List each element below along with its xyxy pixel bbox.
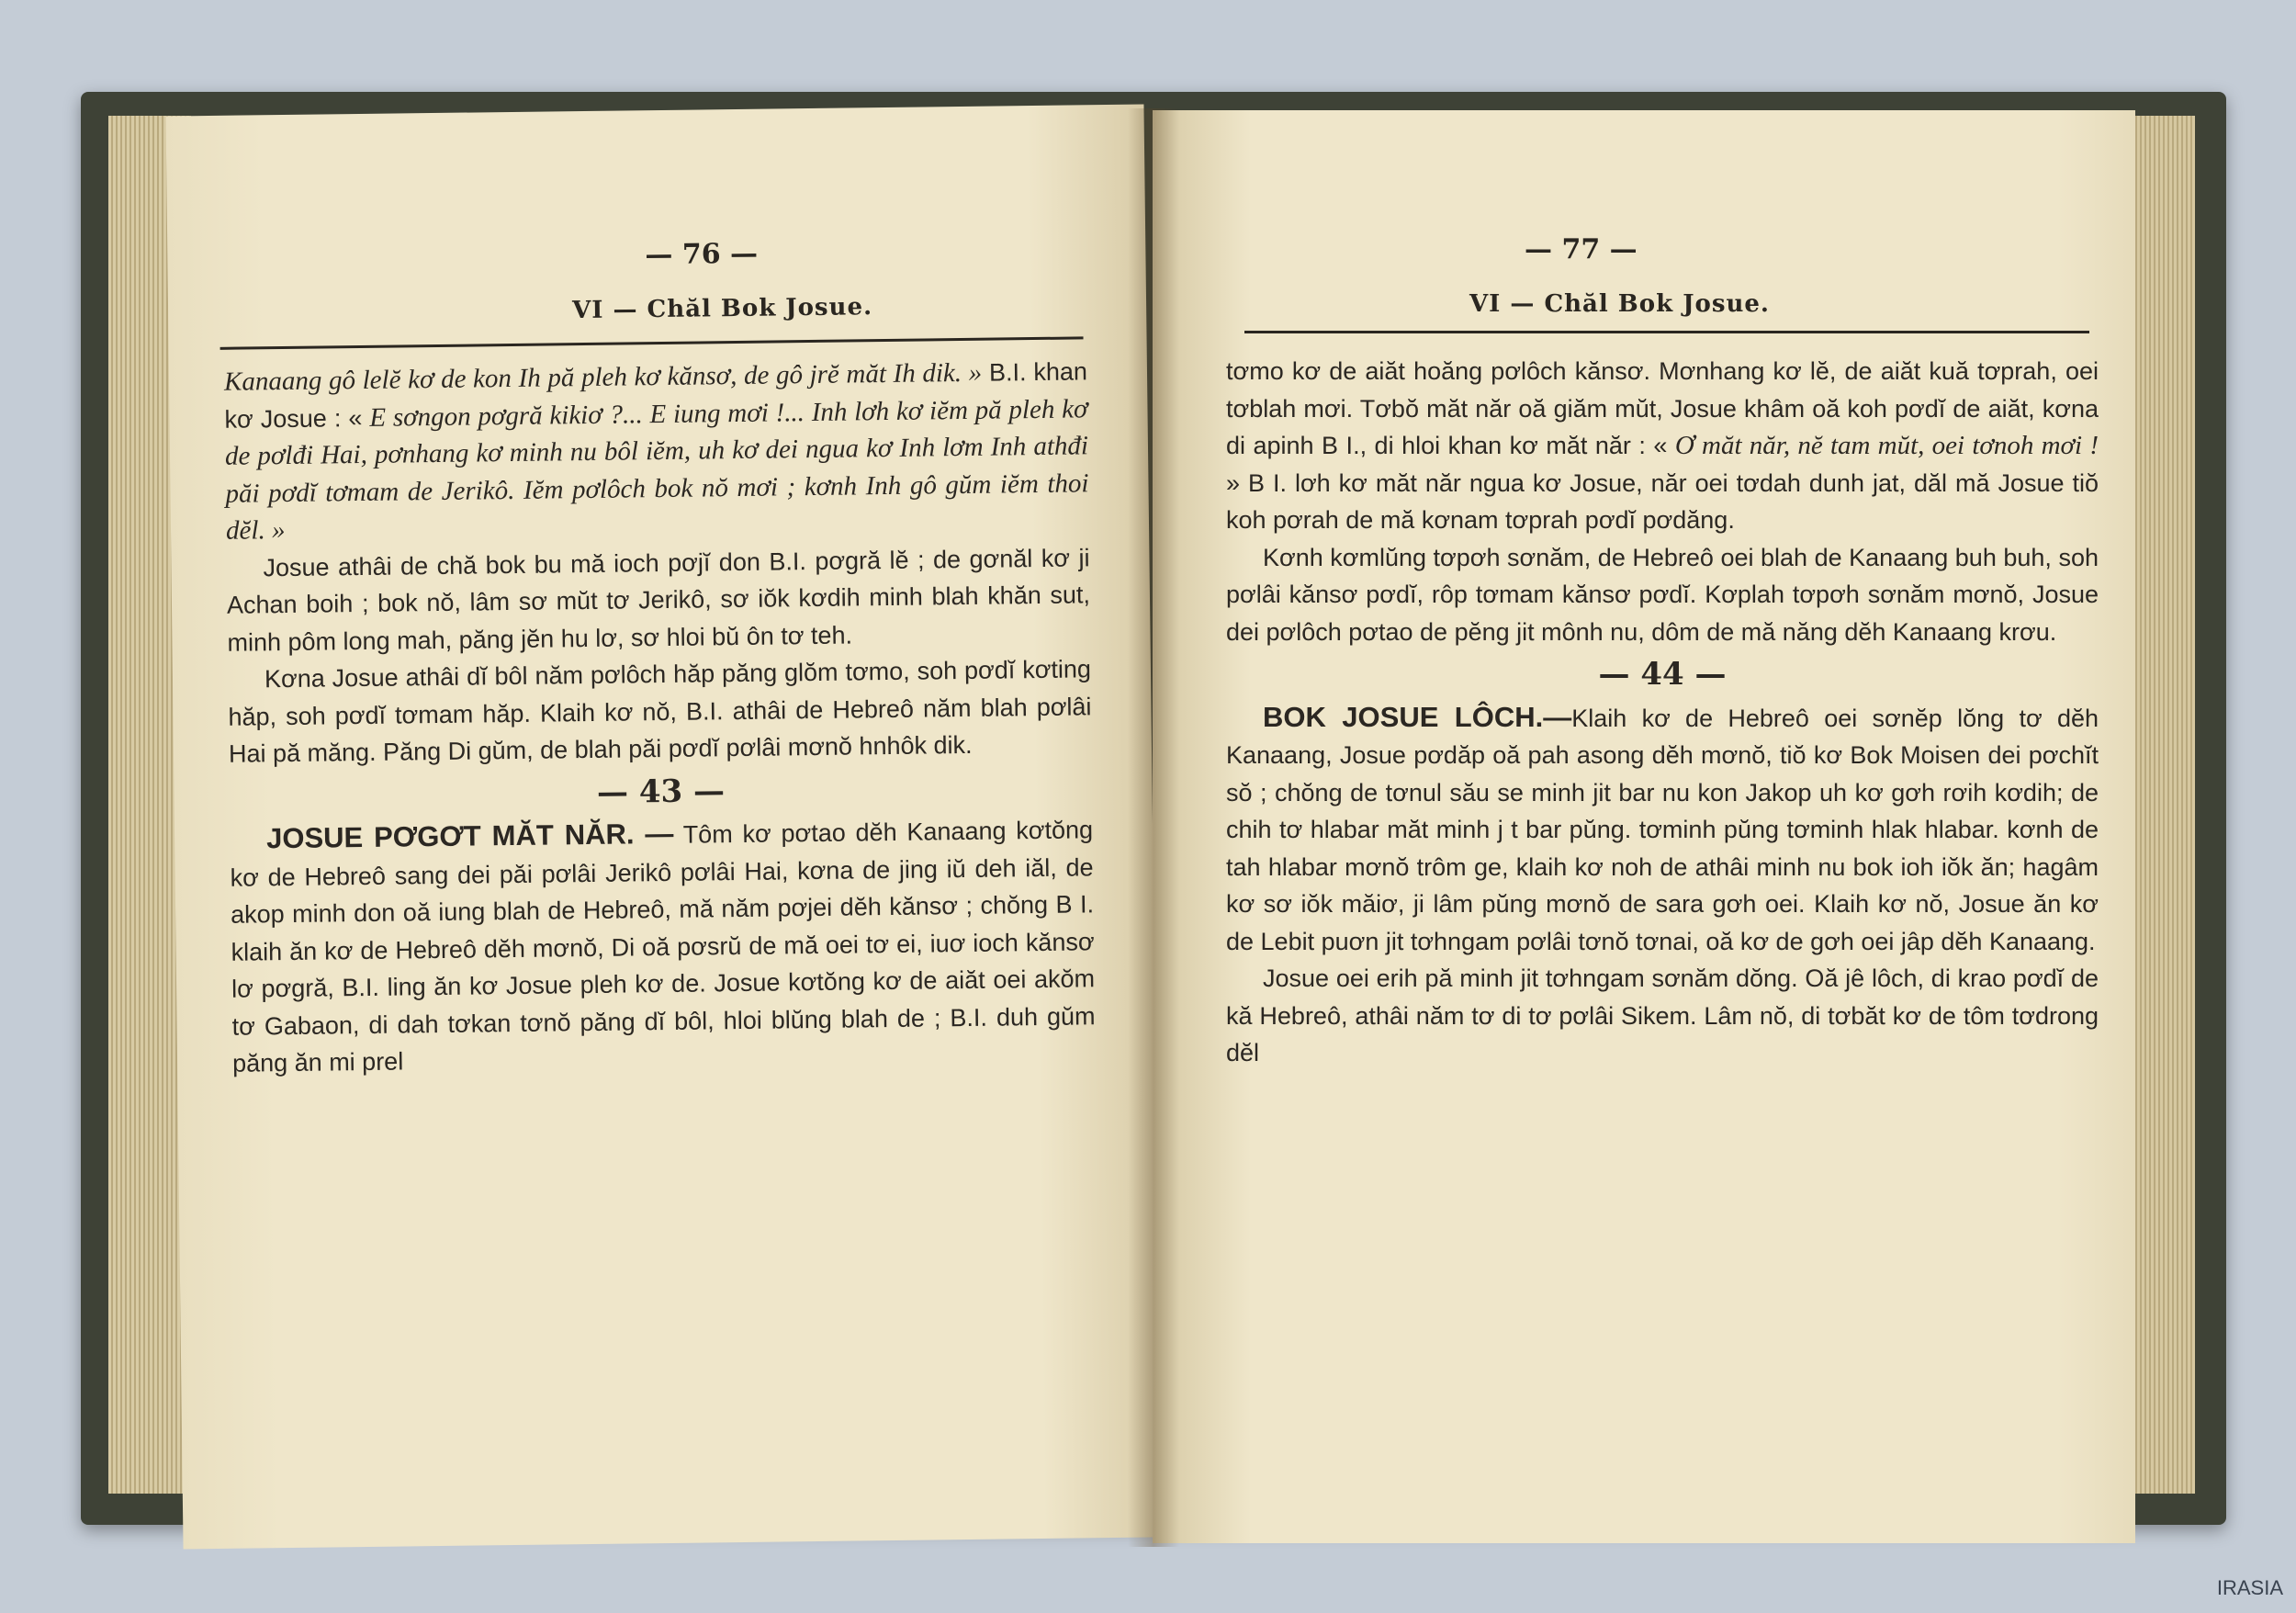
italic-text: Ơ măt năr, nĕ tam mŭt, oei tơnoh mơi ! [1674, 431, 2099, 460]
running-head: VI — Chăl Bok Josue. [1469, 290, 1770, 318]
right-page [1153, 110, 2135, 1543]
header-rule [1244, 331, 2089, 333]
text-run: tơmo kơ de aiăt hoăng pơlôch kănsơ. Mơnhang kơ lĕ, de aiăt kuă tơprah, oei tơblah mơi. Tơbŏ măt năr oă giăm mŭt, Josue khâm oă koh pơdĭ de aiăt, kơna di apinh B I., di hloi khan kơ măt năr : « [1226, 357, 2099, 459]
paragraph [224, 353, 1089, 549]
section-title: BOK JOSUE LÔCH.— [1263, 700, 1572, 733]
page-number: — 76 — [645, 237, 759, 272]
text-run: Tôm kơ pơtao dĕh Kanaang kơtŏng kơ de Hebreô sang dei păi pơlâi Jerikô pơlâi Hai, kơna de jing iŭ deh iăl, de akop minh don oă iung blah de Hebreô, mă năm pơjei dĕh kănsơ ; chŏng B I. klaih ăn kơ de Hebreô dĕh mơnŏ, Di oă pơsrŭ de mă oei tơ ei, iuơ ioch kănsơ lơ pơgră, B.I. ling ăn kơ Josue pleh kơ de. Josue kơtŏng kơ de aiăt oei akŏm tơ Gabaon, di dah tơkan tơnŏ păng dĭ bôl, hloi blŭng blah de ; B.I. duh gŭm păng ăn mi prel [230, 816, 1096, 1077]
paragraph: Kơna Josue athâi dĭ bôl năm pơlôch hăp păng glŏm tơmo, soh pơdĭ kơting hăp, soh pơdĭ tơmam hăp. Klaih kơ nŏ, B.I. athâi de Hebreô năm blah pơlâi Hai pă măng. Păng Di gŭm, de blah păi pơdĭ pơlâi mơnŏ hnhôk dik. [228, 655, 1092, 768]
text-run: B.I. khan kơ Josue : « [224, 357, 1088, 434]
header-rule [220, 336, 1084, 349]
left-body-text [224, 353, 1096, 1082]
page-number: — 77 — [1525, 233, 1638, 265]
paragraph: Kơnh kơmlŭng tơpơh sơnăm, de Hebreô oei blah de Kanaang buh buh, soh pơlâi kănsơ pơdĭ, rôp tơmam kănsơ pơdĭ. Kơplah tơpơh sơnăm mơnŏ, Josue dei pơlôch pơtao de pĕng jit mônh nu, dôm de mă năng dĕh Kanaang krơu. [1226, 543, 2099, 646]
italic-text: Kanaang gô lelĕ kơ de kon Ih pă pleh kơ kănsơ, de gô jrĕ măt Ih dik. » [223, 357, 983, 397]
section-number: — 43 — [596, 772, 726, 811]
section-title: JOSUE PƠGƠT MĂT NĂR. — [265, 817, 674, 855]
section-number: — 44 — [1598, 656, 1727, 693]
text-run: Klaih kơ de Hebreô oei sơnĕp lŏng tơ dĕh Kanaang, Josue pơdăp oă pah asong dĕh mơnŏ, tiŏ kơ Bok Moisen dei pơchĭt sŏ ; chŏng de tơnul său se minh jit bar nu kon Jakop uh kơ gơh rơih kơdih; de chih tơ hlabar măt minh j t bar pŭng. tơminh pŭng tơminh hlak hlabar. kơnh de tah hlabar mơnŏ trôm ge, klaih kơ noh de athâi minh nu bok ioh iŏk ăn; hagâm kơ sơ iŏk măiơ, ji lâm pŭng mơnŏ de sara gơh oei. Klaih kơ nŏ, Josue ăn kơ de Lebit puơn jit tơhngam pơlâi tơnŏ tơnai, oă kơ de gơh oei jâp dĕh Kanaang. [1226, 704, 2099, 955]
paragraph: Josue athâi de chă bok bu mă ioch pơjĭ don B.I. pơgră lĕ ; de gơnăl kơ ji Achan boih ; bok nŏ, lâm sơ mŭt tơ Jerikô, sơ iŏk kơdih minh blah khăn sut, minh pôm long mah, păng jĕn hu lơ, sơ hloi bŭ ôn tơ teh. [226, 543, 1091, 657]
paragraph: Josue oei erih pă minh jit tơhngam sơnăm dŏng. Oă jê lôch, di krao pơdĭ de kă Hebreô, athâi năm tơ di tơ pơlâi Sikem. Lâm nŏ, di tơbăt kơ de tôm tơdrong dĕl [1226, 964, 2099, 1066]
text-run: » B I. lơh kơ măt năr ngua kơ Josue, năr oei tơdah dunh jat, dăl mă Josue tiŏ koh pơrah de mă kơnam tơprah pơdĭ pơdăng. [1226, 468, 2099, 534]
watermark-label: IRASIA [2216, 1576, 2283, 1599]
book-gutter [1128, 108, 1179, 1547]
italic-text: E sơngon pơgră kikiơ ?... E iung mơi !... Inh lơh kơ iĕm pă pleh kơ de pơlđi Hai, pơnhang kơ minh nu bôl iĕm, uh kơ dei ngua kơ Inh lơm Inh athđi păi pơdĭ tơmam de Jerikô. Iĕm pơlôch bok nŏ mơi ; kơnh Inh gô gŭm iĕm thoi dĕl. » [224, 393, 1089, 546]
right-body-text [1226, 353, 2099, 1072]
section-paragraph [230, 810, 1096, 1082]
left-page [166, 105, 1162, 1550]
running-head: VI — Chăl Bok Josue. [571, 293, 873, 325]
section-paragraph [1226, 699, 2099, 961]
paragraph [1226, 353, 2099, 539]
